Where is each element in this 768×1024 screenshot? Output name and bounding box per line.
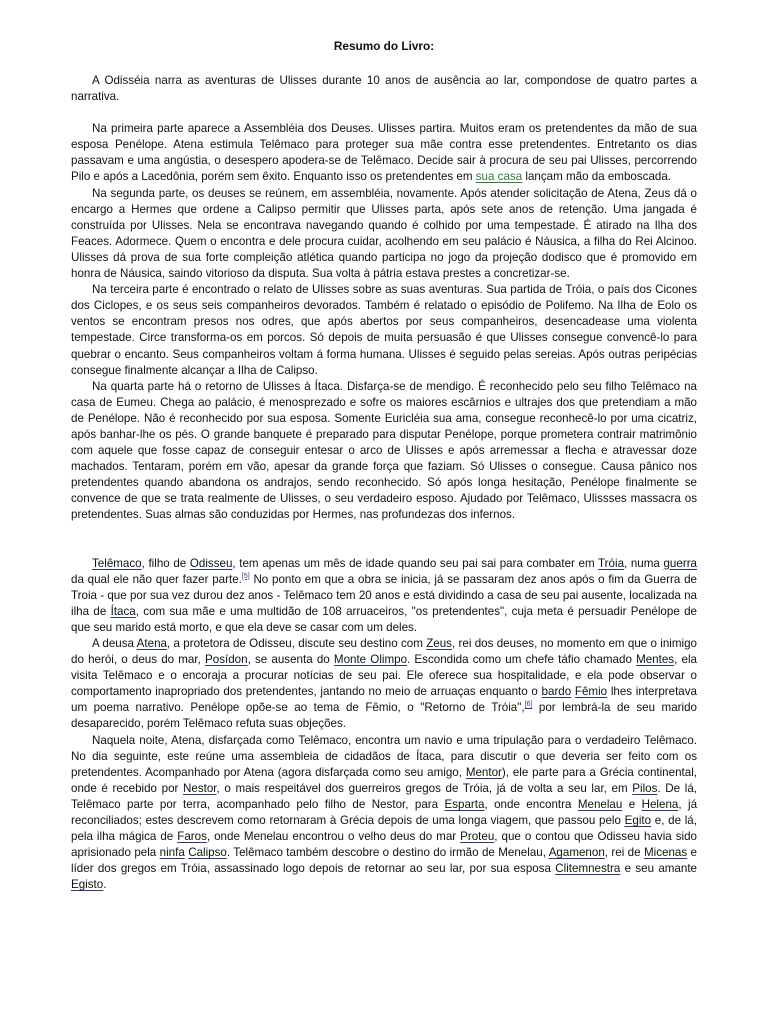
text-span: e seu amante [620,862,697,876]
atena-paragraph [71,636,697,733]
text-span: e líder dos gregos em Tróia, assassinado logo depois de retornar ao seu lar, por sua esposa [71,846,697,876]
text-span: , rei de [604,846,644,860]
monte-olimpo-link[interactable]: Monte Olimpo [333,653,408,667]
menelau-link[interactable]: Menelau [577,797,623,811]
proteu-link[interactable]: Proteu [460,830,495,844]
posidon-link[interactable]: Posídon [205,653,248,667]
text-span: . Escondida como um chefe táfio chamado [407,653,637,667]
nestor-link[interactable]: Nestor [183,781,217,795]
pilos-link[interactable]: Pilos [632,781,658,795]
esparta-link[interactable]: Esparta [444,797,485,811]
text-span: , filho de [141,556,190,570]
first-part-paragraph [71,121,697,185]
sua-casa-link[interactable]: sua casa [475,170,523,184]
text-span: A deusa [92,637,137,650]
text-span: , já reconciliados; estes descrevem como retornaram à Grécia depois de uma longa viagem, que passou pelo [71,797,698,828]
text-span: . Telêmaco também descobre o destino do irmão de Menelau, [226,846,549,860]
text-span: lhes interpretava um poema narrativo. Penélope opõe-se ao tema de Fêmio, o "Retorno de Tróia", [71,685,698,715]
telemaco-paragraph [71,556,697,636]
text-span: , com sua mãe e uma multidão de 108 arruaceiros, "os pretendentes", cuja meta é persuadir Penélope de que seu marido está morto, e que ela deve se casar com um deles. [71,604,697,634]
text-span: ), ele parte para a Grécia continental, onde é recebido por [71,765,697,795]
text-span: Naquela noite, Atena, disfarçada como Telêmaco, encontra um navio e uma tripulação para o verdadeiro Telêmaco. No dia seguinte, este reúne uma assembleia de cidadãos de Ítaca, para discutir o que deveria ser feito com os pretendentes. Acompanhado por Atena (agora disfarçada como seu amigo, [71,733,697,779]
femio-link[interactable]: Fêmio [574,685,608,699]
egito-link[interactable]: Egito [624,814,652,828]
mentes-link[interactable]: Mentes [636,653,675,667]
naquela-noite-paragraph [71,733,697,894]
text-span: No ponto em que a obra se inicia, já se passaram dez anos após o fim da Guerra de Troia - que por sua vez durou dez anos - Telêmaco tem 20 anos e está dividindo a casa de seu pai ausente, localizada na ilha de [71,572,697,618]
text-span: , a protetora de Odisseu, discute seu destino com [166,637,427,650]
troia-link[interactable]: Tróia [598,556,625,570]
text-span: e, de lá, pela ilha mágica de [71,814,697,844]
text-span: da qual ele não quer fazer parte. [71,572,242,586]
text-span: , onde Menelau encontrou o velho deus do mar [206,830,461,844]
second-part-paragraph: Na segunda parte, os deuses se reúnem, em assembléia, novamente. Após atender solicitação de Atena, Zeus dá o encargo a Hermes que ordene a Calipso permitir que Ulisses parta, após sete anos de retenção. Uma jangada é construída por Ulisses. Nela se encontrava navegando quando é colhido por uma tempestade. É atirado na Ilha dos Feaces. Adormece. Quem o encontra e dele procura cuidar, acolhendo em seu palácio é Náusica, a filha do Rei Alcinoo. Ulisses dá prova de sua forte compleição atlética quando participa no jogo da projeção dodisco que é promovido em honra de Náusica, saindo vitorioso da disputa. Sua volta à pátria estava prestes a concretizar-se. [71,186,697,281]
intro-paragraph: A Odisséia narra as aventuras de Ulisses durante 10 anos de ausência ao lar, compondose de quatro partes a narrativa. [71,74,697,104]
text-span: , tem apenas um mês de idade quando seu pai sai para combater em [232,556,599,570]
text-span: e [622,797,642,811]
agamenon-link[interactable]: Agamenon [548,846,605,860]
faros-link[interactable]: Faros [177,830,207,844]
guerra-link[interactable]: guerra [663,556,697,570]
zeus-link[interactable]: Zeus [426,637,452,650]
text-span: por lembrá-la de seu marido desaparecido, porém Telêmaco refuta suas objeções. [71,701,697,731]
text-span: . [103,878,107,892]
fourth-part-paragraph: Na quarta parte há o retorno de Ulisses à Ítaca. Disfarça-se de mendigo. É reconhecido pelo seu filho Telêmaco na casa de Eumeu. Chega ao palácio, é menosprezado e sofre os maiores escârnios e ultrajes dos que pretendiam a mão de Penélope. Não é reconhecido por sua esposa. Somente Euricléia sua ama, consegue reconhecê-lo por uma cicatriz, após banhar-lhe os pés. O grande banquete é preparado para disputar Penélope, porque prometera contrair matrimônio com aquele que fosse capaz de conseguir entesar o arco de Ulisses e após arremessar a flecha e atravessar doze machados. Tentaram, porém em vão, apesar da grande força que faziam. Só Ulisses o consegue. Causa pânico nos pretendentes quando abandona os andrajos, sendo reconhecido. Só após longa hesitação, Penélope finalmente se convence de que se trata realmente de Ulisses, o seu verdadeiro esposo. Ajudado por Telêmaco, Ulissses massacra os pretendentes. Suas almas são conduzidas por Hermes, nas profundezas dos infernos. [71,379,697,522]
text-span: , que o contou que Odisseu havia sido aprisionado pela [71,830,697,860]
text-span: , se ausenta do [247,653,334,667]
text-span: , o mais respeitável dos guerreiros gregos de Tróia, já de volta a seu lar, em [216,781,633,795]
ninfa-link[interactable]: ninfa [159,846,185,860]
section-spacer [71,524,697,556]
third-part-paragraph: Na terceira parte é encontrado o relato de Ulisses sobre as suas aventuras. Sua partida de Tróia, o país dos Cicones dos Ciclopes, e os seus seis companheiros devorados. Também é relatado o episódio de Polifemo. Na Ilha de Eolo os ventos se encontram presos nos odres, que após abertos por seus companheiros, desencadease uma violenta tempestade. Circe transforma-os em porcos. Só depois de muita persuasão é que Ulisses consegue convencê-lo para quebrar o encanto. Seus companheiros voltam á forma humana. Ulisses é seguido pelas sereias. Após outras peripécias consegue finalmente alcançar a Ilha de Calipso. [71,283,697,377]
text-span: , onde encontra [484,797,578,811]
bardo-link[interactable]: bardo [541,685,572,699]
telemaco-link[interactable]: Telêmaco [92,556,142,570]
egisto-link[interactable]: Egisto [71,878,104,892]
text-span: lançam mão da emboscada. [522,170,672,184]
mentor-link[interactable]: Mentor [465,765,502,779]
footnote-ref-link[interactable]: [6] [524,701,533,709]
atena-link[interactable]: Atena [136,637,167,650]
itaca-link[interactable]: Ítaca [110,604,136,618]
odisseu-link[interactable]: Odisseu [189,556,233,570]
text-span: . De lá, Telêmaco parte por terra, acompanhado pelo filho de Nestor, para [71,781,697,811]
text-span: Na primeira parte aparece a Assembléia dos Deuses. Ulisses partira. Muitos eram os pretendentes da mão de sua esposa Penélope. Atena estimula Telêmaco para proteger sua mãe contra esse pretendentes. Entretanto os dias passavam e uma angústia, o desespero apodera-se de Telêmaco. Decide sair à procura de seu pai Ulisses, percorrendo Pilo e após a Lacedônia, porém sem êxito. Enquanto isso os pretendentes em [71,122,697,184]
document-title: Resumo do Livro: [333,39,435,53]
calipso-link[interactable]: Calipso [188,846,227,860]
text-span: , ela visita Telêmaco e o encoraja a procurar notícias de seu pai. Ele oferece sua hospitalidade, e ela pode observar o comportamento inapropriado dos pretendentes, jantando no meio de arruaças enquanto o [71,653,697,699]
micenas-link[interactable]: Micenas [643,846,688,860]
text-span: , rei dos deuses, no momento em que o inimigo do herói, o deus do mar, [71,637,698,667]
footnote-ref-link[interactable]: [5] [241,572,250,580]
helena-link[interactable]: Helena [641,797,679,811]
text-span: , numa [624,556,664,570]
clitemnestra-link[interactable]: Clitemnestra [555,862,621,876]
